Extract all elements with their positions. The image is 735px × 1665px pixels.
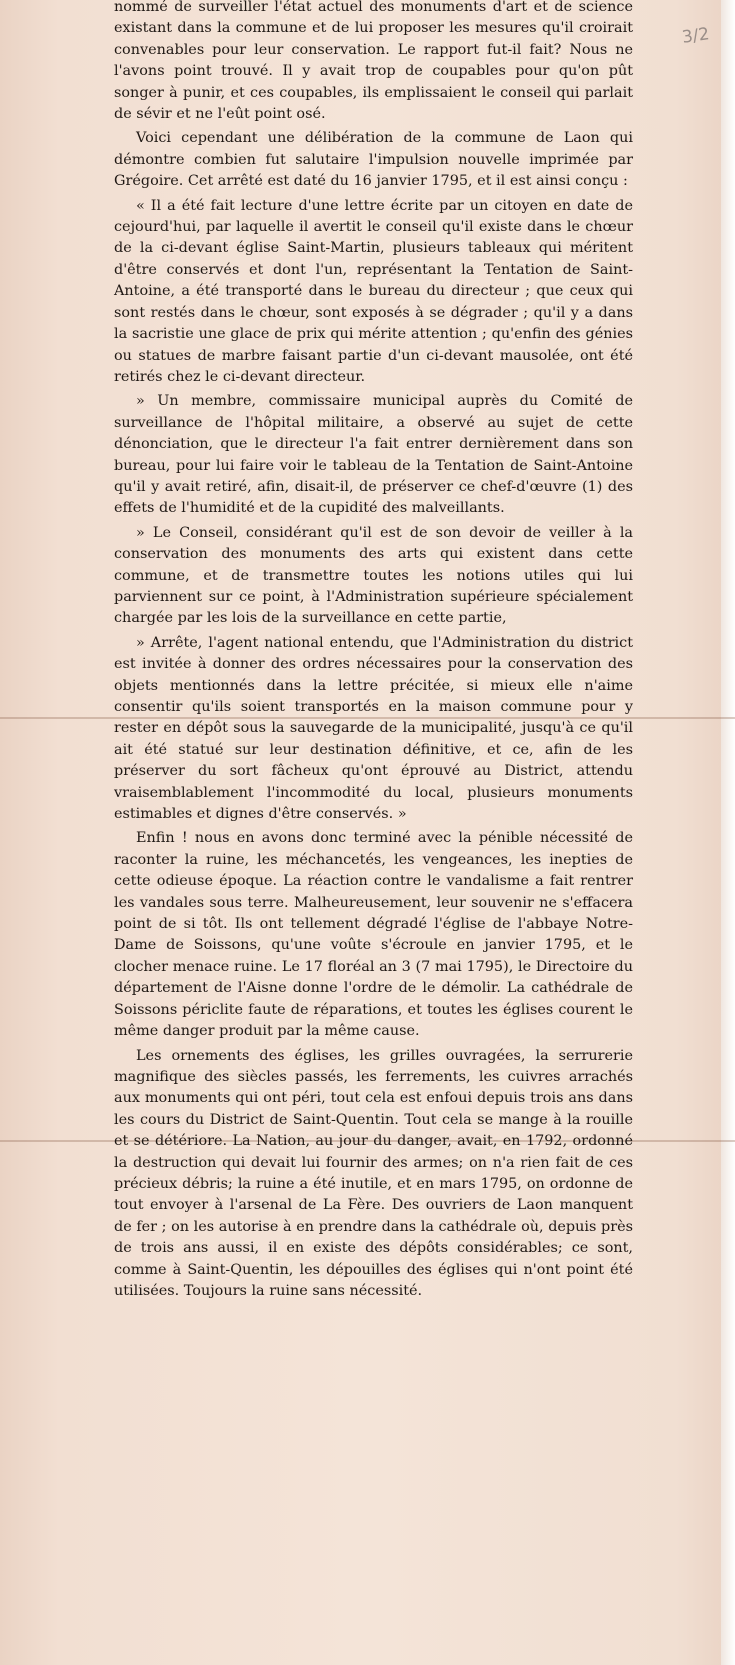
paragraph: Voici cependant une délibération de la commune de Laon qui démontre combien fut salutaire l'impulsion nouvelle imprimée par Grégoire. Cet arrêté est daté du 16 janvier 1795, et il est ainsi conçu : [114,130,633,190]
paragraph: nommé de surveiller l'état actuel des monuments d'art et de science existant dans la commune et de lui proposer les mesures qu'il croirait convenables pour leur conservation. Le rapport fut-il fait? Nous ne l'avons point trouvé. Il y avait trop de coupables pour qu'on pût songer à punir, et ces coupables, ils emplissaient le conseil qui parlait de sévir et ne l'eût point osé. [114,0,633,123]
body-text [114,0,633,1305]
paragraph: » Le Conseil, considérant qu'il est de son devoir de veiller à la conservation des monuments des arts qui existent dans cette commune, et de transmettre toutes les notions utiles qui lui parviennent sur ce point, à l'Administration supérieure spécialement chargée par les lois de la surveillance en cette partie, [114,524,633,627]
paragraph: » Un membre, commissaire municipal auprès du Comité de surveillance de l'hôpital militaire, a observé au sujet de cette dénonciation, que le directeur l'a fait entrer dernièrement dans son bureau, pour lui faire voir le tableau de la Tentation de Saint-Antoine qu'il y avait retiré, afin, disait-il, de préserver ce chef-d'œuvre (1) des effets de l'humidité et de la cupidité des malveillants. [114,393,633,517]
margin-note: 3/2 [680,24,711,48]
paragraph: » Arrête, l'agent national entendu, que l'Administration du district est invitée à donner des ordres nécessaires pour la conservation des objets mentionnés dans la lettre précitée, si mieux elle n'aime consentir qu'ils soient transportés en la maison commune pour y rester en dépôt sous la sauvegarde de la municipalité, jusqu'à ce qu'il ait été statué sur leur destination définitive, et ce, afin de les préserver du sort fâcheux qu'ont éprouvé au District, attendu vraisemblablement l'incommodité du local, plusieurs monuments estimables et dignes d'être conservés. » [114,634,633,823]
paragraph: « Il a été fait lecture d'une lettre écrite par un citoyen en date de cejourd'hui, par laquelle il avertit le conseil qu'il existe dans le chœur de la ci-devant église Saint-Martin, plusieurs tableaux qui méritent d'être conservés et dont l'un, représentant la Tentation de Saint-Antoine, a été transporté dans le bureau du directeur ; que ceux qui sont restés dans le chœur, sont exposés à se dégrader ; qu'il y a dans la sacristie une glace de prix qui mérite attention ; qu'enfin des génies ou statues de marbre faisant partie d'un ci-devant mausolée, ont été retirés chez le ci-devant directeur. [114,197,633,385]
page-edge [721,0,735,1665]
paragraph: Enfin ! nous en avons donc terminé avec la pénible nécessité de raconter la ruine, les méchancetés, les vengeances, les inepties de cette odieuse époque. La réaction contre le vandalisme a fait rentrer les vandales sous terre. Malheureusement, leur souvenir ne s'effacera point de si tôt. Ils ont tellement dégradé l'église de l'abbaye Notre-Dame de Soissons, qu'une voûte s'écroule en janvier 1795, et le clocher menace ruine. Le 17 floréal an 3 (7 mai 1795), le Directoire du département de l'Aisne donne l'ordre de le démolir. La cathédrale de Soissons périclite faute de réparations, et toutes les églises courent le même danger produit par la même cause. [114,830,633,1040]
paragraph: Les ornements des églises, les grilles ouvragées, la serrurerie magnifique des siècles passés, les ferrements, les cuivres arrachés aux monuments qui ont péri, tout cela est enfoui depuis trois ans dans les cours du District de Saint-Quentin. Tout cela se mange à la rouille et se détériore. La Nation, au jour du danger, avait, en 1792, ordonné la destruction qui devait lui fournir des armes; on n'a rien fait de ces précieux débris; la ruine a été inutile, et en mars 1795, on ordonne de tout envoyer à l'arsenal de La Fère. Des ouvriers de Laon manquent de fer ; on les autorise à en prendre dans la cathédrale où, depuis près de trois ans aussi, il en existe des dépôts considérables; ce sont, comme à Saint-Quentin, les dépouilles des églises qui n'ont point été utilisées. Toujours la ruine sans nécessité. [114,1047,633,1299]
